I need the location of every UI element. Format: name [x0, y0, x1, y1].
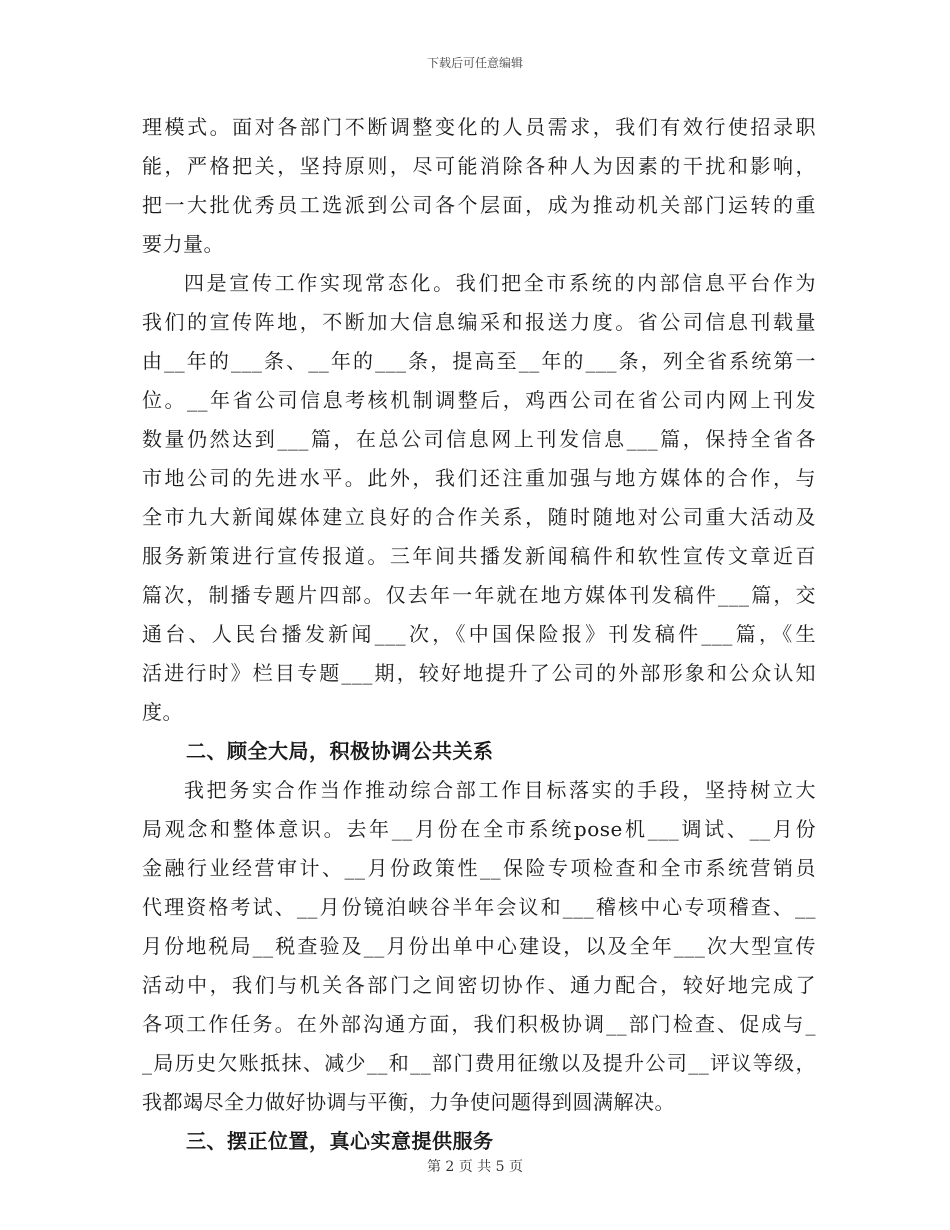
- section-heading: 三、摆正位置，真心实意提供服务: [186, 1129, 494, 1153]
- text-line: _局历史欠账抵抹、减少__和__部门费用征缴以及提升公司__评议等级，: [142, 1051, 816, 1075]
- text-line: 数量仍然达到___篇，在总公司信息网上刊发信息___篇，保持全省各: [142, 427, 816, 451]
- text-line: 服务新策进行宣传报道。三年间共播发新闻稿件和软性宣传文章近百: [142, 544, 816, 568]
- text-line: 我把务实合作当作推动综合部工作目标落实的手段，坚持树立大: [184, 778, 816, 802]
- text-line: 要力量。: [142, 232, 224, 256]
- text-line: 金融行业经营审计、__月份政策性__保险专项检查和全市系统营销员: [142, 856, 816, 880]
- text-line: 全市九大新闻媒体建立良好的合作关系，随时随地对公司重大活动及: [142, 505, 816, 529]
- text-line: 我们的宣传阵地，不断加大信息编采和报送力度。省公司信息刊载量: [142, 310, 816, 334]
- paragraph: [142, 108, 816, 264]
- text-line: 通台、人民台播发新闻___次，《中国保险报》刊发稿件___篇，《生: [142, 622, 816, 646]
- text-line: 理模式。面对各部门不断调整变化的人员需求，我们有效行使招录职: [142, 115, 816, 139]
- text-line: 由__年的___条、__年的___条，提高至__年的___条，列全省系统第一: [142, 349, 816, 373]
- text-line: 度。: [142, 700, 183, 724]
- text-line: 四是宣传工作实现常态化。我们把全市系统的内部信息平台作为: [184, 271, 816, 295]
- text-line: 月份地税局__税查验及__月份出单中心建设，以及全年___次大型宣传: [142, 934, 816, 958]
- text-line: 篇次，制播专题片四部。仅去年一年就在地方媒体刊发稿件___篇，交: [142, 583, 816, 607]
- text-line: 把一大批优秀员工选派到公司各个层面，成为推动机关部门运转的重: [142, 193, 816, 217]
- text-line: 能，严格把关，坚持原则，尽可能消除各种人为因素的干扰和影响，: [142, 154, 816, 178]
- paragraph: [142, 771, 816, 1122]
- text-line: 活动中，我们与机关各部门之间密切协作、通力配合，较好地完成了: [142, 973, 816, 997]
- text-line: 我都竭尽全力做好协调与平衡，力争使问题得到圆满解决。: [142, 1090, 675, 1114]
- document-body: [142, 108, 816, 1161]
- text-line: 局观念和整体意识。去年__月份在全市系统pose机___调试、__月份: [142, 817, 816, 841]
- text-line: 位。__年省公司信息考核机制调整后，鸡西公司在省公司内网上刊发: [142, 388, 816, 412]
- text-line: 代理资格考试、__月份镜泊峡谷半年会议和___稽核中心专项稽查、__: [142, 895, 816, 919]
- text-line: 各项工作任务。在外部沟通方面，我们积极协调__部门检查、促成与_: [142, 1012, 816, 1036]
- page-header: 下载后可任意编辑: [426, 56, 523, 70]
- text-line: 活进行时》栏目专题___期，较好地提升了公司的外部形象和公众认知: [142, 661, 816, 685]
- page-footer: 第 2 页 共 5 页: [426, 1159, 524, 1175]
- section-heading: 二、顾全大局，积极协调公共关系: [186, 739, 494, 763]
- text-line: 市地公司的先进水平。此外，我们还注重加强与地方媒体的合作，与: [142, 466, 816, 490]
- paragraph: [142, 264, 816, 732]
